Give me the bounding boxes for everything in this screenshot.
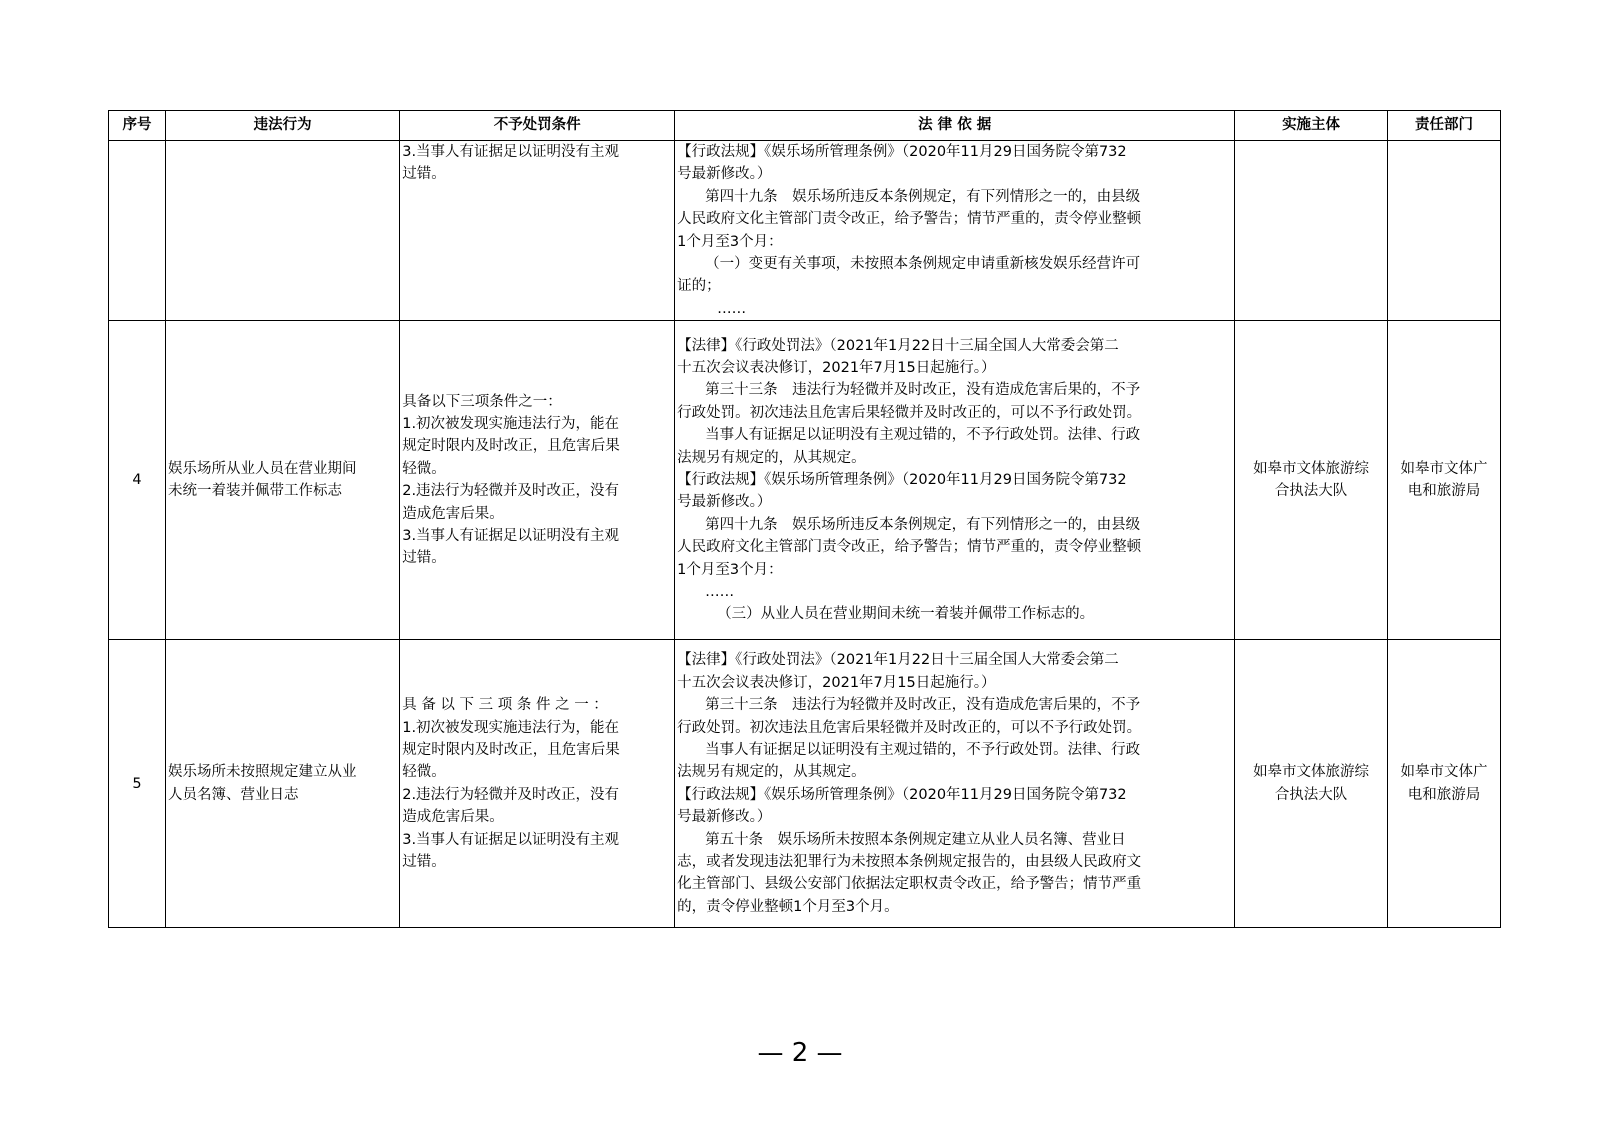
cell-line: 第五十条 娱乐场所未按照本条例规定建立从业人员名簿、营业日 bbox=[705, 831, 1126, 848]
cell-line: 娱乐场所未按照规定建立从业 bbox=[168, 764, 357, 781]
cell-line: 如皋市文体旅游综 bbox=[1253, 764, 1370, 781]
table-header-row bbox=[109, 111, 1501, 141]
cell-line: 人民政府文化主管部门责令改正，给予警告；情节严重的，责令停业整顿 bbox=[677, 539, 1142, 556]
header-subject: 实施主体 bbox=[1235, 111, 1388, 141]
cell-line: 第三十三条 违法行为轻微并及时改正，没有造成危害后果的，不予 bbox=[705, 697, 1141, 714]
row-5-condition bbox=[400, 640, 675, 928]
cell-line: 过错。 bbox=[402, 853, 446, 870]
cell-line: 法规另有规定的，从其规定。 bbox=[677, 449, 866, 466]
table-row bbox=[109, 640, 1501, 928]
cell-line: 合执法大队 bbox=[1274, 786, 1348, 803]
cell-line: …… bbox=[717, 300, 747, 317]
cell-line: 如皋市文体旅游综 bbox=[1253, 460, 1370, 477]
cell-line: 规定时限内及时改正，且危害后果 bbox=[402, 741, 620, 758]
table-row bbox=[109, 141, 1501, 321]
cell-line: 3.当事人有证据足以证明没有主观 bbox=[402, 144, 620, 160]
cell-line: 的，责令停业整顿1个月至3个月。 bbox=[677, 898, 899, 915]
cell-line: 电和旅游局 bbox=[1407, 483, 1481, 500]
cell-line: 十五次会议表决修订，2021年7月15日起施行。） bbox=[677, 360, 996, 377]
cell-line: 2.违法行为轻微并及时改正，没有 bbox=[402, 483, 620, 500]
cell-line: 未统一着装并佩带工作标志 bbox=[168, 483, 343, 500]
header-seq: 序号 bbox=[109, 111, 166, 141]
cell-line: 第四十九条 娱乐场所违反本条例规定，有下列情形之一的，由县级 bbox=[705, 516, 1141, 533]
cell-line: （一）变更有关事项，未按照本条例规定申请重新核发娱乐经营许可 bbox=[705, 256, 1141, 273]
row-4-basis bbox=[675, 321, 1235, 640]
cell-line: 十五次会议表决修订，2021年7月15日起施行。） bbox=[677, 674, 996, 691]
row-5-behavior bbox=[166, 640, 400, 928]
cell-line: 轻微。 bbox=[402, 460, 446, 477]
cell-line: 造成危害后果。 bbox=[402, 505, 504, 522]
cell-line: 法规另有规定的，从其规定。 bbox=[677, 764, 866, 781]
cell-line: 3.当事人有证据足以证明没有主观 bbox=[402, 528, 620, 545]
cell-line: （三）从业人员在营业期间未统一着装并佩带工作标志的。 bbox=[717, 606, 1095, 623]
row-cont-seq bbox=[109, 141, 166, 321]
cell-line: 化主管部门、县级公安部门依据法定职权责令改正，给予警告；情节严重 bbox=[677, 876, 1142, 893]
cell-line: 1个月至3个月： bbox=[677, 561, 783, 578]
cell-line: 造成危害后果。 bbox=[402, 809, 504, 826]
row-4-dept bbox=[1387, 321, 1500, 640]
cell-line: 如皋市文体广 bbox=[1400, 764, 1488, 781]
row-4-subject bbox=[1235, 321, 1388, 640]
cell-line: 合执法大队 bbox=[1274, 483, 1348, 500]
cell-line: 人员名簿、营业日志 bbox=[168, 786, 299, 803]
row-5-seq: 5 bbox=[109, 640, 166, 928]
cell-line: 当事人有证据足以证明没有主观过错的，不予行政处罚。法律、行政 bbox=[705, 741, 1141, 758]
row-cont-basis bbox=[675, 141, 1235, 321]
cell-line: 号最新修改。） bbox=[677, 494, 772, 511]
row-5-basis bbox=[675, 640, 1235, 928]
row-4-behavior bbox=[166, 321, 400, 640]
cell-line: 如皋市文体广 bbox=[1400, 460, 1488, 477]
cell-line: 1个月至3个月： bbox=[677, 233, 783, 250]
row-5-dept bbox=[1387, 640, 1500, 928]
cell-line: 第三十三条 违法行为轻微并及时改正，没有造成危害后果的，不予 bbox=[705, 382, 1141, 399]
penalty-exemption-table bbox=[108, 110, 1501, 928]
header-basis: 法 律 依 据 bbox=[675, 111, 1235, 141]
cell-line: 【法律】《行政处罚法》（2021年1月22日十三届全国人大常委会第二 bbox=[677, 337, 1119, 354]
cell-line: 【行政法规】《娱乐场所管理条例》（2020年11月29日国务院令第732 bbox=[677, 472, 1127, 489]
row-4-seq: 4 bbox=[109, 321, 166, 640]
cell-line: 【行政法规】《娱乐场所管理条例》（2020年11月29日国务院令第732 bbox=[677, 786, 1127, 803]
cell-line: 1.初次被发现实施违法行为，能在 bbox=[402, 719, 620, 736]
cell-line: 行政处罚。初次违法且危害后果轻微并及时改正的，可以不予行政处罚。 bbox=[677, 719, 1142, 736]
cell-line: 具备以下三项条件之一： bbox=[402, 393, 562, 410]
cell-line: 【行政法规】《娱乐场所管理条例》（2020年11月29日国务院令第732 bbox=[677, 144, 1127, 160]
cell-line: 娱乐场所从业人员在营业期间 bbox=[168, 460, 357, 477]
cell-line: 当事人有证据足以证明没有主观过错的，不予行政处罚。法律、行政 bbox=[705, 427, 1141, 444]
cell-line: 具 备 以 下 三 项 条 件 之 一 ： bbox=[402, 697, 608, 714]
header-dept: 责任部门 bbox=[1387, 111, 1500, 141]
cell-line: 2.违法行为轻微并及时改正，没有 bbox=[402, 786, 620, 803]
cell-line: 号最新修改。） bbox=[677, 166, 772, 183]
cell-line: 轻微。 bbox=[402, 764, 446, 781]
cell-line: 志，或者发现违法犯罪行为未按照本条例规定报告的，由县级人民政府文 bbox=[677, 853, 1142, 870]
row-cont-behavior bbox=[166, 141, 400, 321]
row-cont-dept bbox=[1387, 141, 1500, 321]
row-cont-condition bbox=[400, 141, 675, 321]
cell-line: …… bbox=[705, 584, 735, 601]
cell-line: 行政处罚。初次违法且危害后果轻微并及时改正的，可以不予行政处罚。 bbox=[677, 404, 1142, 421]
row-5-subject bbox=[1235, 640, 1388, 928]
table-row bbox=[109, 321, 1501, 640]
cell-line: 【法律】《行政处罚法》（2021年1月22日十三届全国人大常委会第二 bbox=[677, 652, 1119, 669]
row-cont-subject bbox=[1235, 141, 1388, 321]
header-behavior: 违法行为 bbox=[166, 111, 400, 141]
cell-line: 电和旅游局 bbox=[1407, 786, 1481, 803]
cell-line: 号最新修改。） bbox=[677, 809, 772, 826]
cell-line: 3.当事人有证据足以证明没有主观 bbox=[402, 831, 620, 848]
page-number: — 2 — bbox=[757, 1038, 843, 1068]
cell-line: 过错。 bbox=[402, 166, 446, 183]
cell-line: 人民政府文化主管部门责令改正，给予警告；情节严重的，责令停业整顿 bbox=[677, 211, 1142, 228]
header-condition: 不予处罚条件 bbox=[400, 111, 675, 141]
cell-line: 证的； bbox=[677, 278, 721, 295]
row-4-condition bbox=[400, 321, 675, 640]
cell-line: 规定时限内及时改正，且危害后果 bbox=[402, 438, 620, 455]
cell-line: 过错。 bbox=[402, 550, 446, 567]
cell-line: 1.初次被发现实施违法行为，能在 bbox=[402, 416, 620, 433]
cell-line: 第四十九条 娱乐场所违反本条例规定，有下列情形之一的，由县级 bbox=[705, 188, 1141, 205]
